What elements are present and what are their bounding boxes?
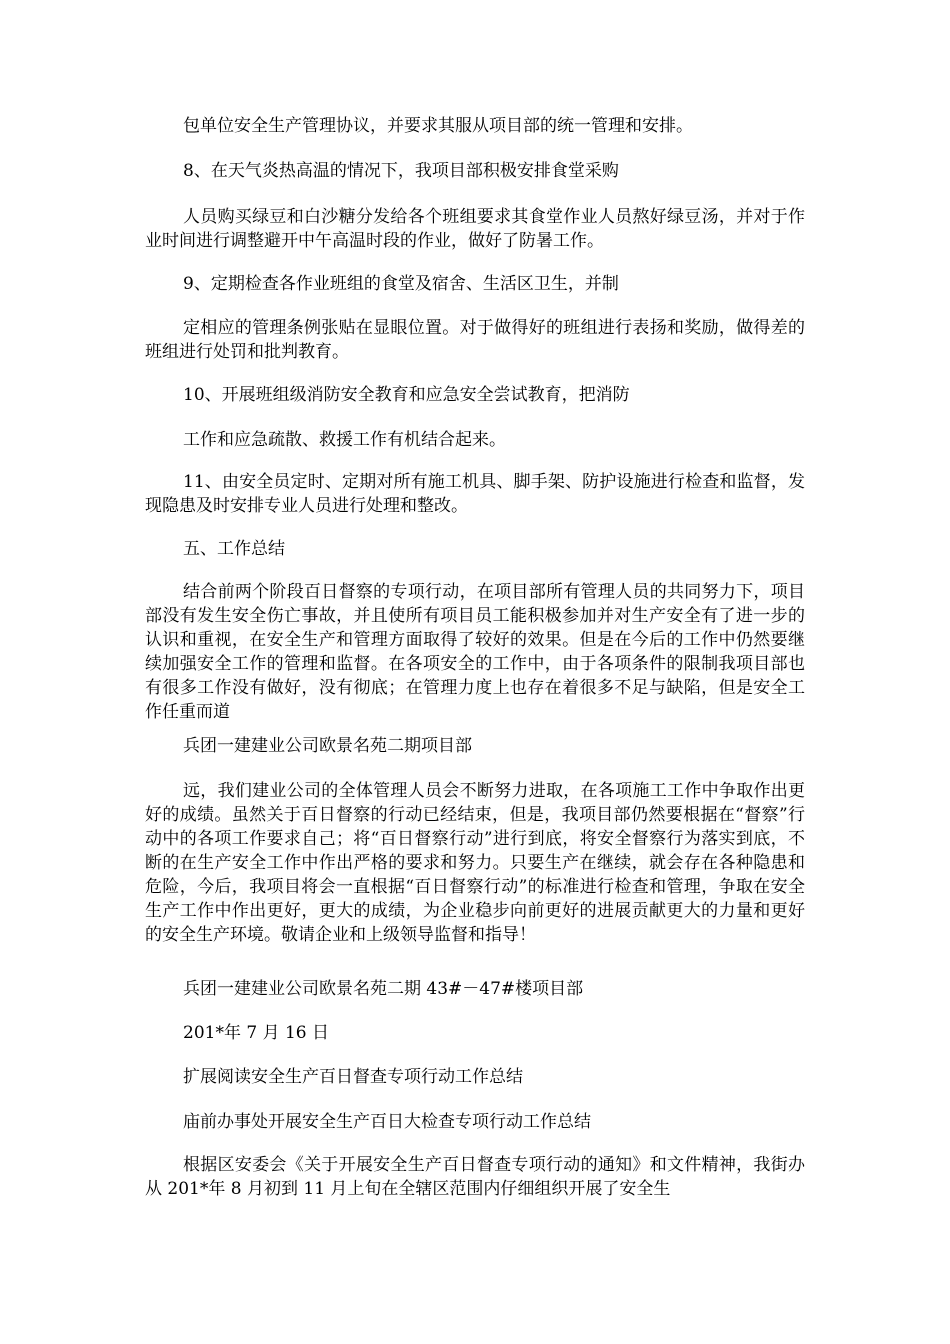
- paragraph-5: 定相应的管理条例张贴在显眼位置。对于做得好的班组进行表扬和奖励，做得差的班组进行处罚和批判教育。: [145, 318, 805, 362]
- report-title: 庙前办事处开展安全生产百日大检查专项行动工作总结: [183, 1112, 591, 1132]
- paragraph-report-intro: 根据区安委会《关于开展安全生产百日督查专项行动的通知》和文件精神，我街办从 201*年 8 月初到 11 月上旬在全辖区范围内仔细组织开展了安全生: [145, 1155, 805, 1199]
- signature-building-dept: 兵团一建建业公司欧景名苑二期 43#－47#楼项目部: [183, 979, 584, 999]
- extended-reading-title: 扩展阅读安全生产百日督查专项行动工作总结: [183, 1067, 523, 1087]
- paragraph-summary: 结合前两个阶段百日督察的专项行动，在项目部所有管理人员的共同努力下，项目部没有发生安全伤亡事故，并且使所有项目员工能积极参加并对生产安全有了进一步的认识和重视，在安全生产和管理方面取得了较好的效果。但是在今后的工作中仍然要继续加强安全工作的管理和监督。在各项安全的工作中，由于各项条件的限制我项目部也有很多工作没有做好，没有彻底；在管理力度上也存在着很多不足与缺陷，但是安全工作任重而道: [145, 582, 805, 722]
- date-line: 201*年 7 月 16 日: [183, 1023, 330, 1043]
- signature-project-dept: 兵团一建建业公司欧景名苑二期项目部: [183, 736, 472, 756]
- section-heading-summary: 五、工作总结: [183, 539, 285, 559]
- paragraph-4: 9、定期检查各作业班组的食堂及宿舍、生活区卫生，并制: [183, 274, 619, 294]
- paragraph-continuation: 远，我们建业公司的全体管理人员会不断努力进取，在各项施工工作中争取作出更好的成绩。虽然关于百日督察的行动已经结束，但是，我项目部仍然要根据在“督察”行动中的各项工作要求自己；将“百日督察行动”进行到底，将安全督察行为落实到底，不断的在生产安全工作中作出严格的要求和努力。只要生产在继续，就会存在各种隐患和危险，今后，我项目将会一直根据“百日督察行动”的标准进行检查和管理，争取在安全生产工作中作出更好，更大的成绩，为企业稳步向前更好的进展贡献更大的力量和更好的安全生产环境。敬请企业和上级领导监督和指导！: [145, 781, 805, 945]
- paragraph-2: 8、在天气炎热高温的情况下，我项目部积极安排食堂采购: [183, 161, 619, 181]
- paragraph-6: 10、开展班组级消防安全教育和应急安全尝试教育，把消防: [183, 385, 630, 405]
- paragraph-3: 人员购买绿豆和白沙糖分发给各个班组要求其食堂作业人员熬好绿豆汤，并对于作业时间进行调整避开中午高温时段的作业，做好了防暑工作。: [145, 207, 805, 251]
- paragraph-1: 包单位安全生产管理协议，并要求其服从项目部的统一管理和安排。: [183, 116, 693, 136]
- paragraph-8: 11、由安全员定时、定期对所有施工机具、脚手架、防护设施进行检查和监督，发现隐患及时安排专业人员进行处理和整改。: [145, 472, 805, 516]
- paragraph-7: 工作和应急疏散、救援工作有机结合起来。: [183, 430, 506, 450]
